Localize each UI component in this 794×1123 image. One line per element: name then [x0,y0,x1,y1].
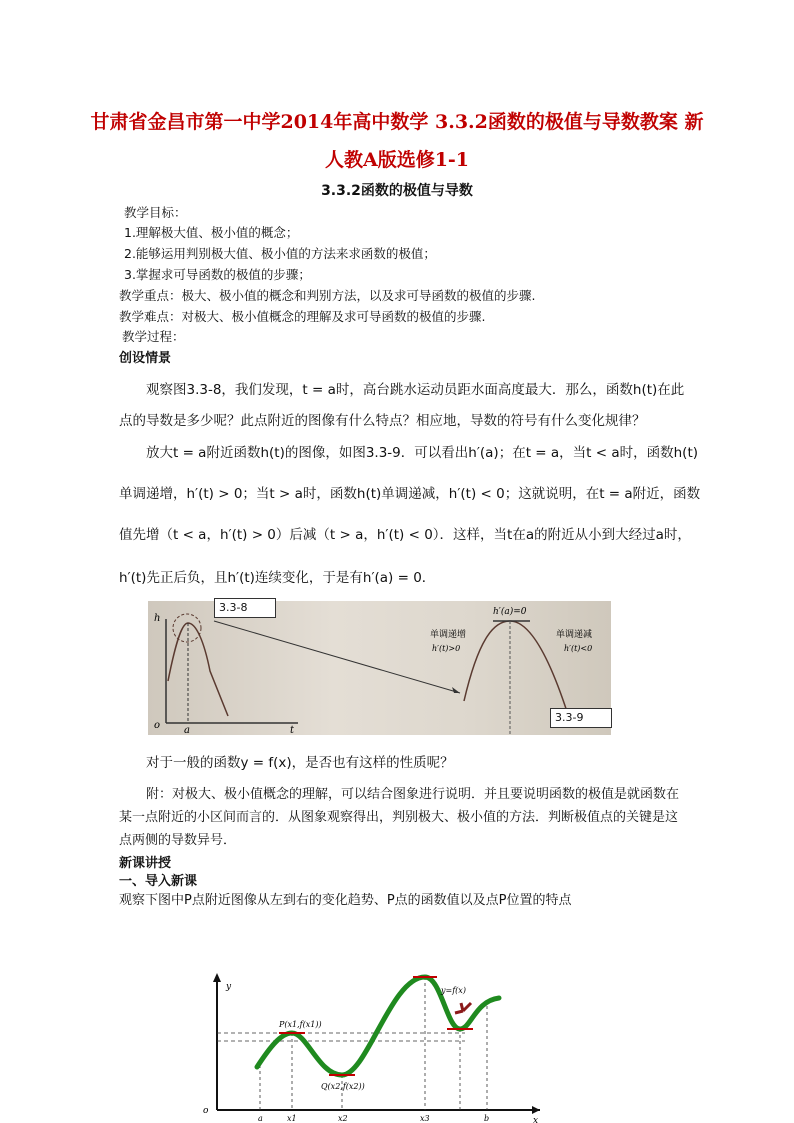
x-axis-arrow [532,1106,540,1114]
difficulty: 教学难点：对极大、极小值概念的理解及求可导函数的极值的步骤. [119,309,486,324]
P-label: P(x1,f(x1)) [279,1020,322,1029]
figure-textbook-photo [148,601,611,735]
top-label: h′(a)=0 [493,607,527,617]
tick-x1: x1 [287,1114,297,1123]
figure1-graphic [148,601,611,735]
figure-extrema-graph [195,965,555,1123]
zoomed-curve [464,621,570,721]
objective-item: 1.理解极大值、极小值的概念； [124,225,299,240]
paragraph-line: 放大t = a附近函数h(t)的图像，如图3.3-9．可以看出h′(a)；在t = a，当t < a时，函数h(t) [146,445,699,461]
paragraph-line: 观察图3.3-8，我们发现，t = a时，高台跳水运动员距水面高度最大．那么，函数h(t)在此 [146,382,685,398]
question: 对于一般的函数y = f(x)，是否也有这样的性质呢？ [146,755,454,771]
y-label: y [226,982,232,992]
note-line: 某一点附近的小区间而言的．从图象观察得出，判别极大、极小值的方法．判断极值点的关键是这 [119,810,679,825]
section-heading: 创设情景 [119,351,172,366]
paragraph-line: 单调递增，h′(t) > 0；当t > a时，函数h(t)单调递减，h′(t) < 0；这就说明，在t = a附近，函数 [119,486,701,502]
paragraph-line: 值先增（t < a，h′(t) > 0）后减（t > a，h′(t) < 0）．这样，当t在a的附近从小到大经过a时， [119,527,691,543]
doc-title-line1: 甘肃省金昌市第一中学2014年高中数学 3.3.2函数的极值与导数教案 新 [90,111,704,133]
dec-label: 单调递减 [556,630,593,640]
axis-h-label: h [154,613,161,624]
tick-x3: x3 [420,1114,430,1123]
paragraph-line: 点的导数是多少呢？此点附近的图像有什么特点？相应地，导数的符号有什么变化规律？ [119,413,646,429]
Q-label: Q(x2,f(x2)) [321,1082,365,1091]
doc-title-line2: 人教A版选修1-1 [324,149,470,171]
doc-subtitle: 3.3.2函数的极值与导数 [321,183,473,199]
process-heading: 教学过程： [122,329,185,344]
note-line: 附：对极大、极小值概念的理解，可以结合图象进行说明．并且要说明函数的极值是就函数在 [146,787,680,802]
arrow-head [452,687,460,693]
section-heading: 新课讲授 [119,856,172,871]
x-label: x [533,1116,539,1123]
tick-x2: x2 [338,1114,348,1123]
origin-label: o [154,720,161,731]
key-points: 教学重点：极大、极小值的概念和判别方法，以及求可导函数的极值的步骤. [119,288,536,303]
zoom-circle [173,614,201,642]
objectives-heading: 教学目标： [124,205,187,220]
observe-instruction: 观察下图中P点附近图像从左到右的变化趋势、P点的函数值以及点P位置的特点 [119,893,572,908]
curve-label: y=f(x) [441,986,466,995]
inc-cond: h′(t)>0 [432,644,461,653]
dec-cond: h′(t)<0 [564,644,593,653]
figure-label-3-3-8: 3.3-8 [214,598,276,618]
zoom-arrow [214,621,460,693]
axis-t-label: t [290,725,295,735]
objective-item: 2.能够运用判别极大值、极小值的方法来求函数的极值； [124,246,436,261]
origin-label: o [203,1106,209,1116]
point-a-label: a [184,725,190,735]
pointer-arrow [455,1003,471,1013]
inc-label: 单调递增 [430,630,467,640]
tick-a: a [258,1114,263,1123]
h-curve [168,623,228,716]
objective-item: 3.掌握求可导函数的极值的步骤； [124,267,311,282]
tick-b: b [484,1114,490,1123]
note-line: 点两侧的导数异号． [119,833,237,848]
figure-label-3-3-9: 3.3-9 [550,708,612,728]
paragraph-line: h′(t)先正后负，且h′(t)连续变化，于是有h′(a) = 0． [119,570,436,586]
section-heading: 一、导入新课 [119,874,198,889]
y-axis-arrow [213,973,221,982]
